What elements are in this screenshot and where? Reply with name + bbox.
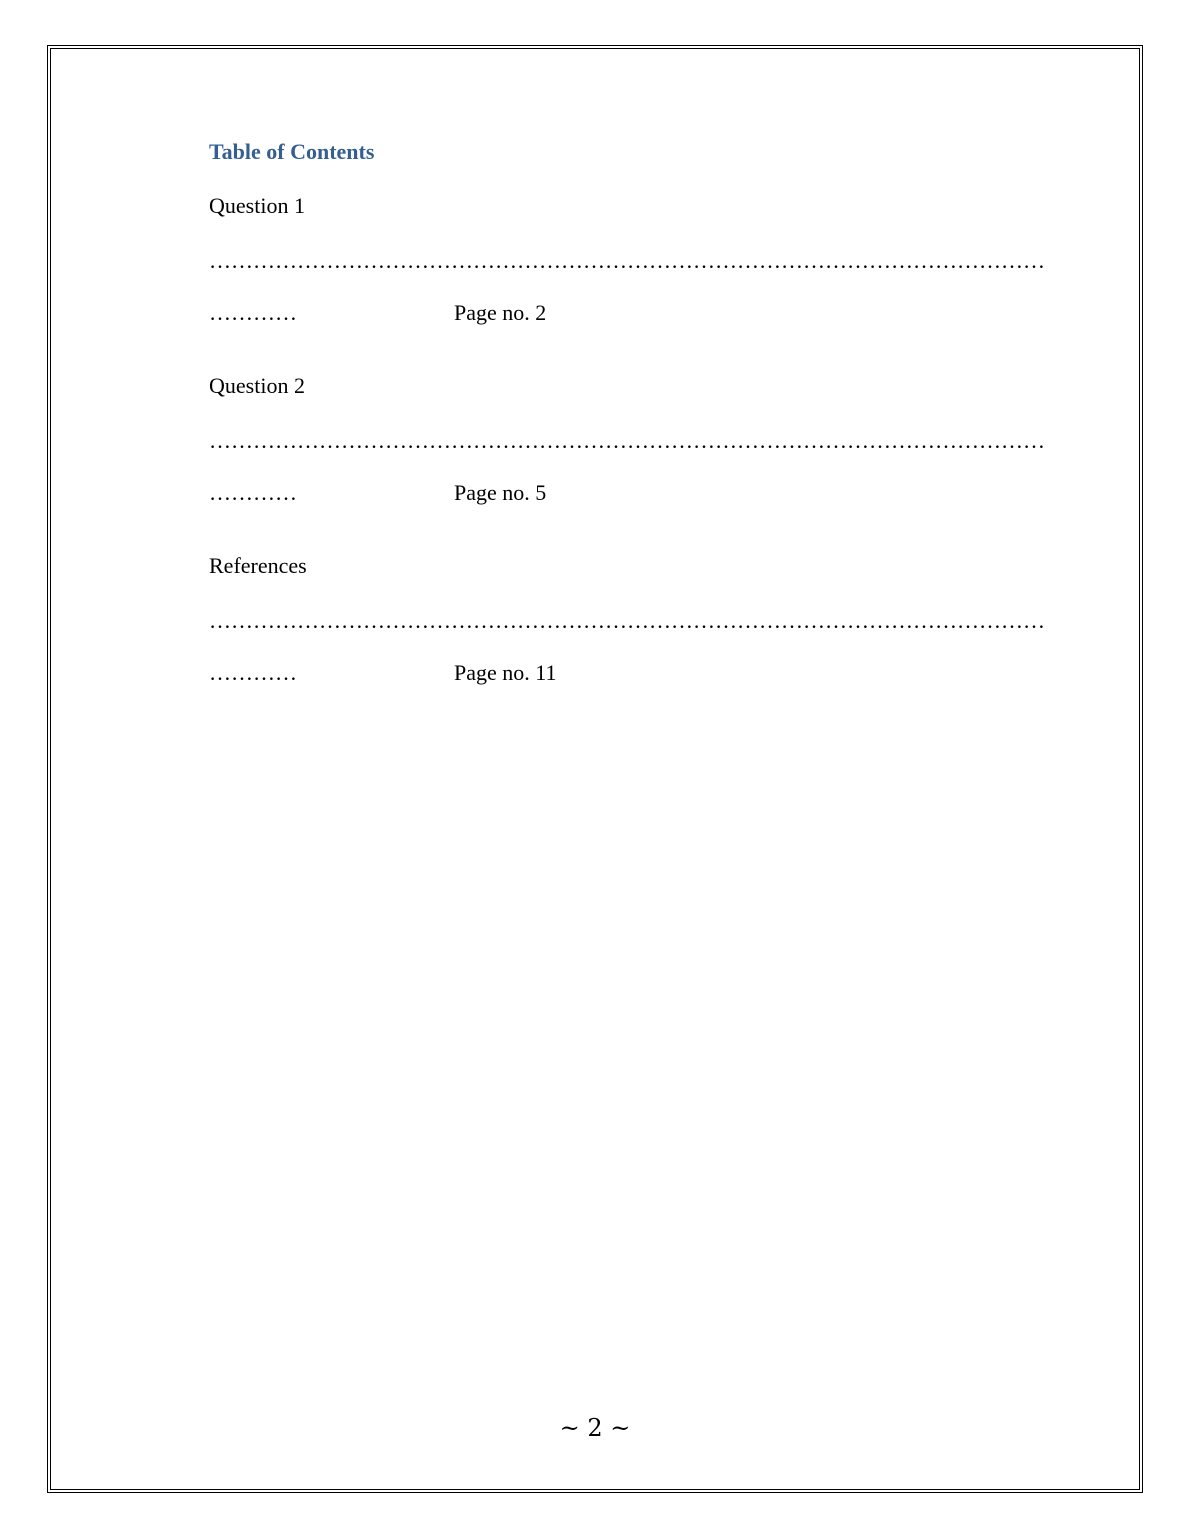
- toc-entry-references-page-ref[interactable]: Page no. 11: [454, 660, 557, 685]
- toc-entry-question-2-leader-tail: …………: [209, 480, 297, 505]
- toc-entry-question-1-page-ref[interactable]: Page no. 2: [454, 300, 547, 325]
- toc-entry-references-leader-tail: …………: [209, 660, 297, 685]
- toc-entry-references-label[interactable]: References: [209, 553, 307, 578]
- footer-page-number: ~ 2 ~: [559, 1414, 631, 1442]
- toc-entry-references-leader: ……………………………………………………………………………………………………: [209, 608, 1045, 633]
- toc-entry-question-2-leader: ……………………………………………………………………………………………………: [209, 428, 1045, 453]
- toc-entry-question-1-leader-tail: …………: [209, 300, 297, 325]
- toc-entry-question-1-label[interactable]: Question 1: [209, 193, 305, 218]
- toc-heading: Table of Contents: [209, 139, 375, 164]
- toc-entry-question-2-label[interactable]: Question 2: [209, 373, 305, 398]
- toc-entry-question-2-page-ref[interactable]: Page no. 5: [454, 480, 547, 505]
- toc-entry-question-1-leader: ……………………………………………………………………………………………………: [209, 248, 1045, 273]
